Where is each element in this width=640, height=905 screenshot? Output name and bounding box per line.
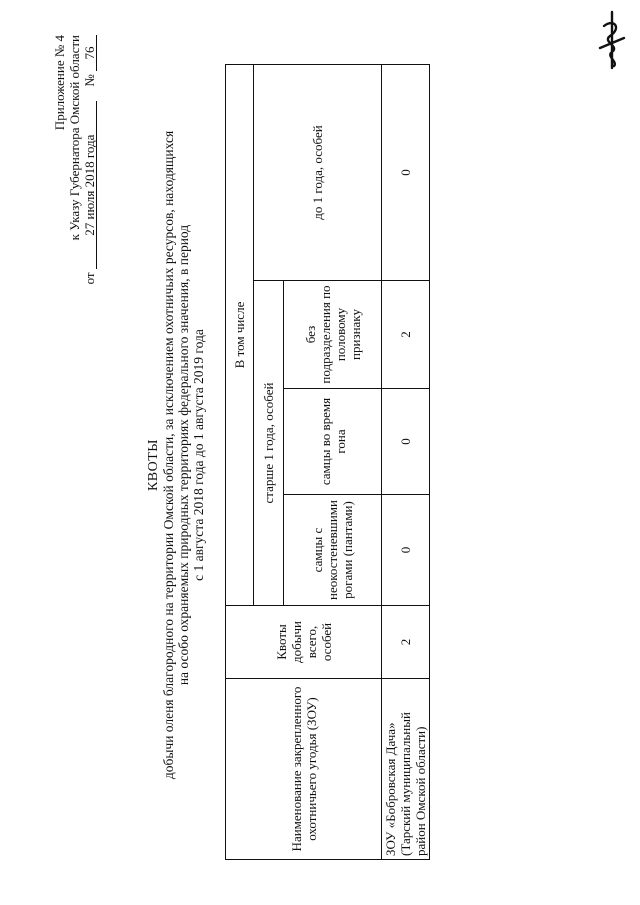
decree-number: 76 xyxy=(83,35,97,71)
header-males-rut: самцы во время гона xyxy=(284,389,382,495)
doc-subtitle-1: добычи оленя благородного на территории Омской области, за исключением охотничьих ресурсов, находящихся xyxy=(161,130,176,780)
from-label: от xyxy=(82,272,97,285)
header-no-sex-division: без подразделения по половому признаку xyxy=(284,281,382,389)
cell-total: 2 xyxy=(382,606,430,679)
header-males-antlers: самцы с неокостеневшими рогами (пантами) xyxy=(284,495,382,606)
header-name: Наименование закрепленного охотничьего угодья (ЗОУ) xyxy=(226,679,382,860)
header-total: Квоты добычи всего, особей xyxy=(226,606,382,679)
cell-males-antlers: 0 xyxy=(382,495,430,606)
header-including: В том числе xyxy=(226,65,254,606)
table-row xyxy=(382,65,430,860)
doc-subtitle-2: на особо охраняемых природных территориях федерального значения, в период xyxy=(176,224,191,686)
header-under-one: до 1 года, особей xyxy=(254,65,382,281)
doc-title-main: КВОТЫ xyxy=(146,438,161,492)
appendix-label: Приложение № 4 xyxy=(52,35,67,131)
cell-males-rut: 0 xyxy=(382,389,430,495)
cell-name: ЗОУ «Бобровская Дача» (Тарский муниципальный район Омской области) xyxy=(382,679,430,860)
decree-reference: к Указу Губернатора Омской области xyxy=(67,35,82,241)
doc-title xyxy=(145,265,161,665)
header-row-1 xyxy=(226,65,254,860)
decree-date-line xyxy=(82,35,97,905)
decree-date: 27 июля 2018 года xyxy=(83,101,97,269)
number-label: № xyxy=(82,74,97,87)
signature-mark xyxy=(592,8,632,73)
cell-no-sex-division: 2 xyxy=(382,281,430,389)
header-older: старше 1 года, особей xyxy=(254,281,284,606)
doc-subtitle-3: с 1 августа 2018 года до 1 августа 2019 года xyxy=(191,329,206,581)
cell-under-one: 0 xyxy=(382,65,430,281)
quota-table xyxy=(225,64,430,860)
